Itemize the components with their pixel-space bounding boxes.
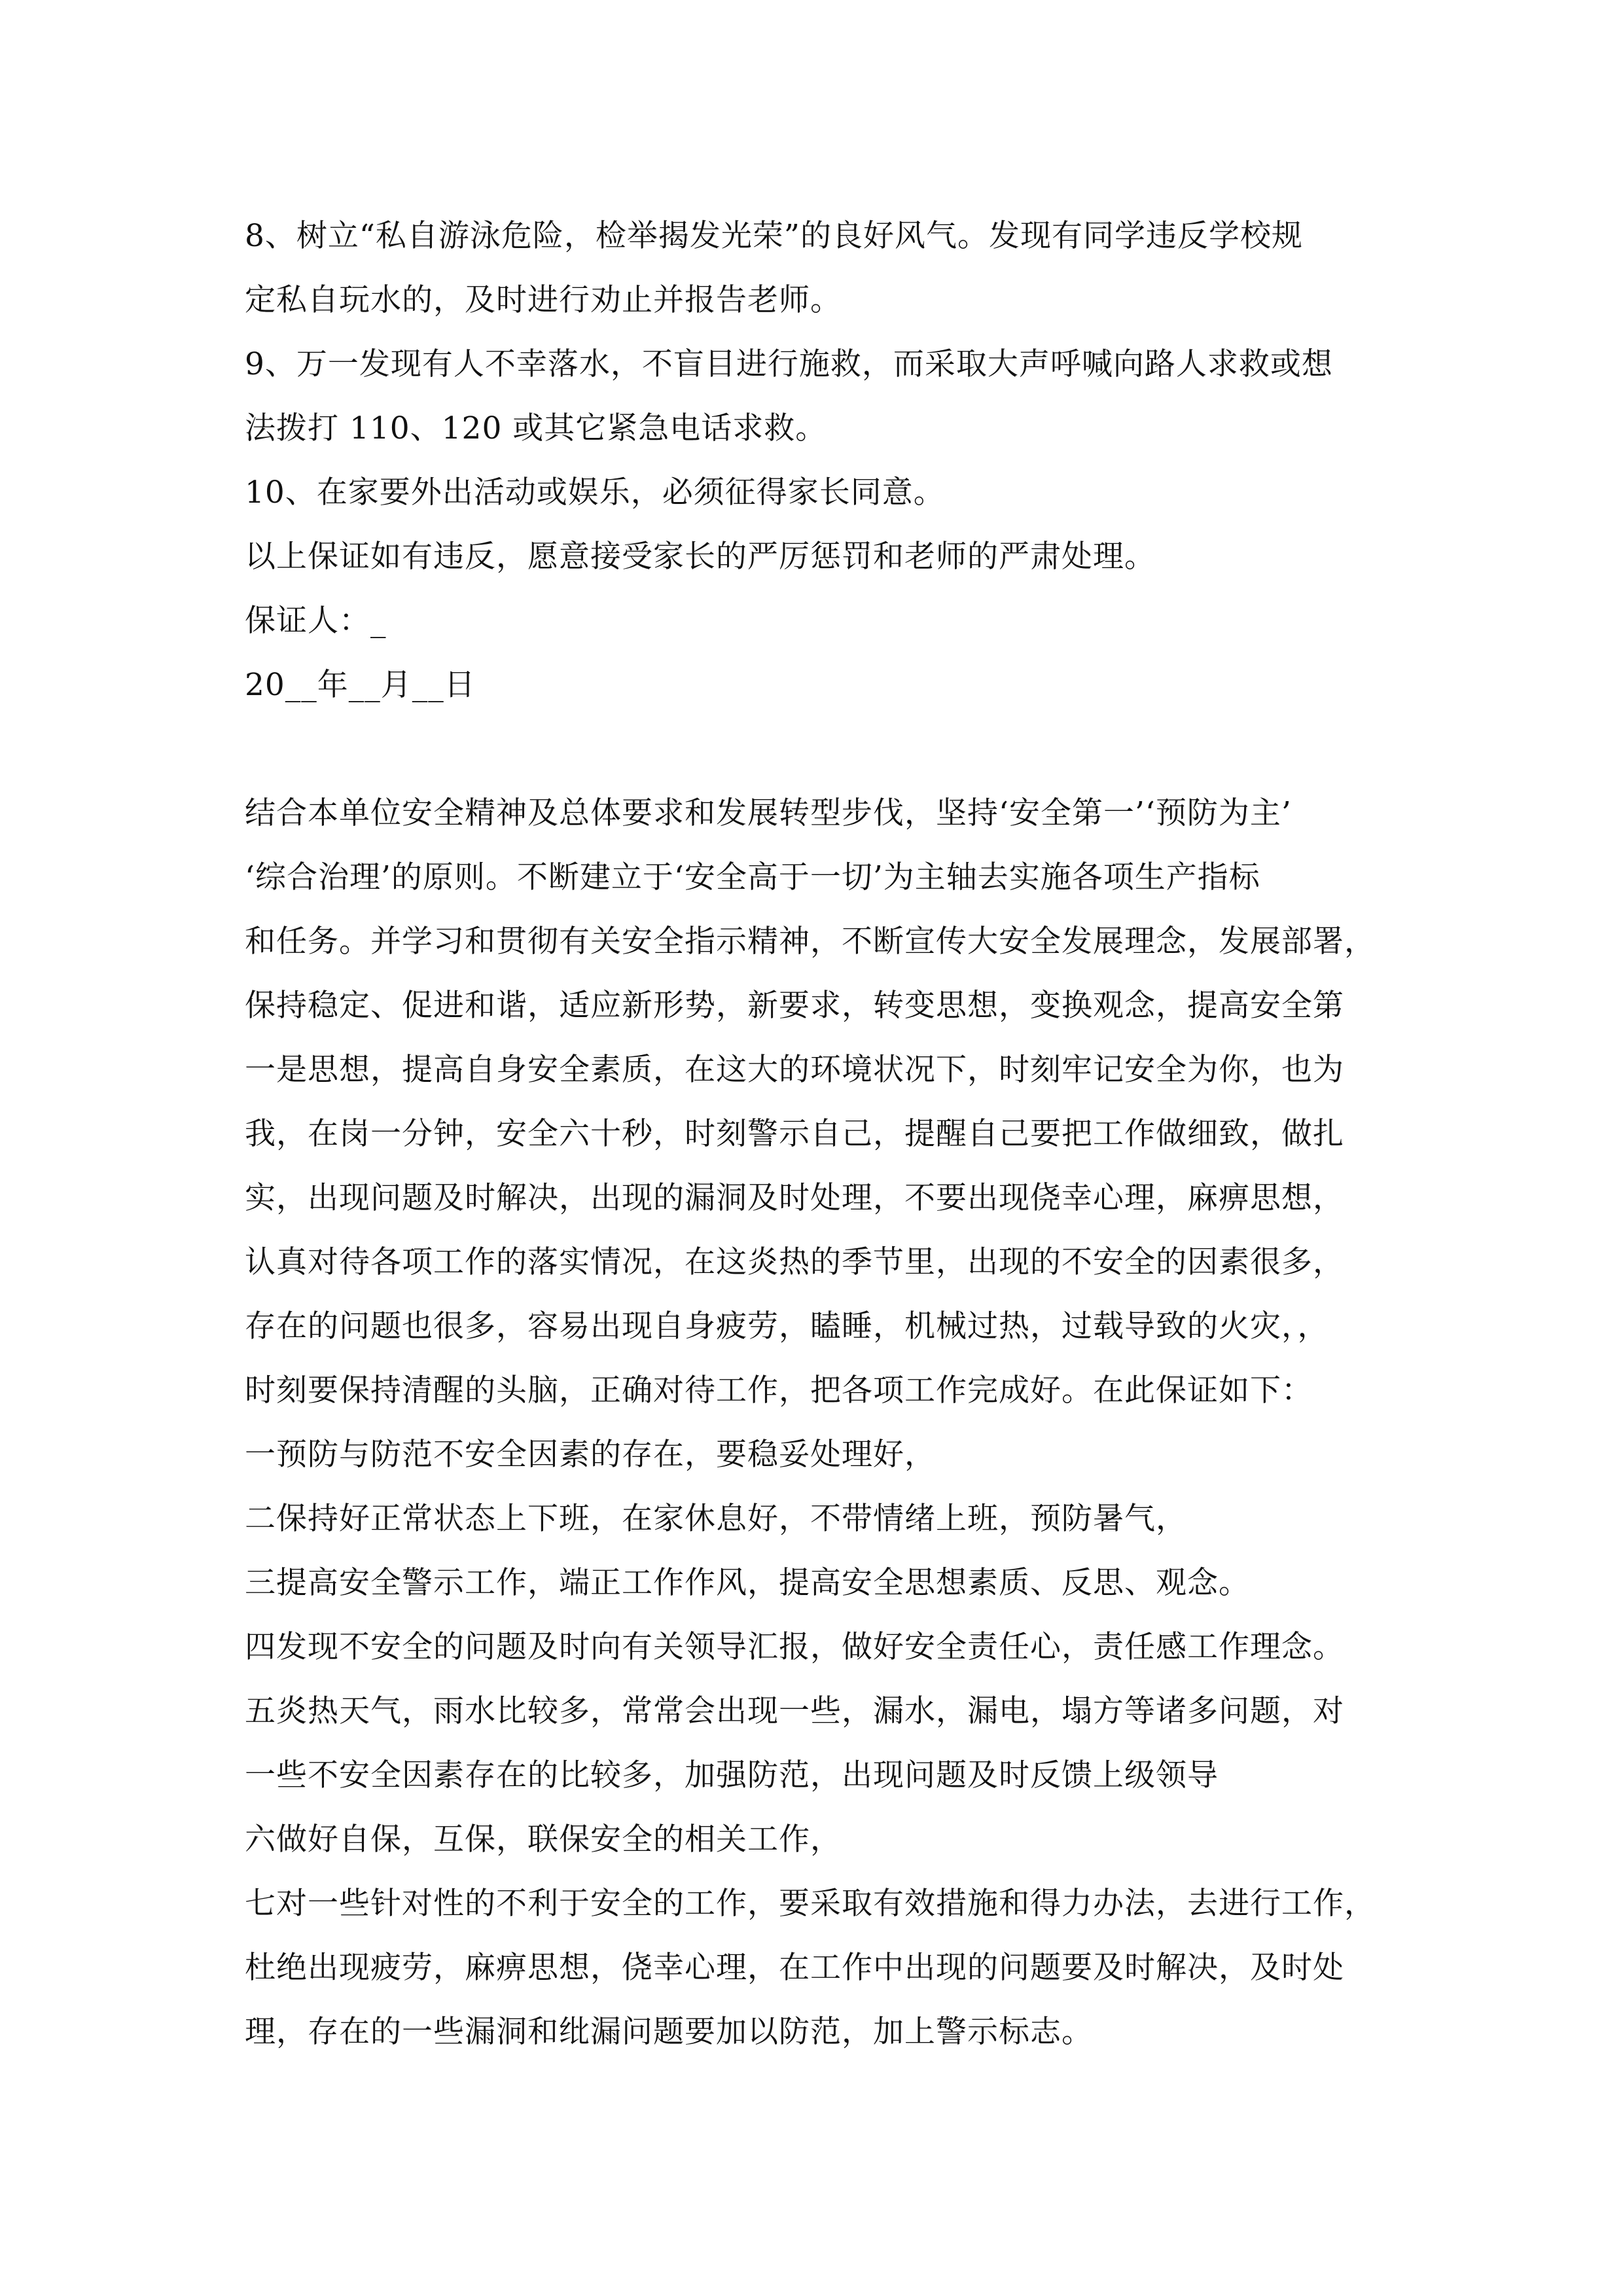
safety-pledge-section — [245, 781, 1383, 2064]
date-line: 20__年__月__日 — [245, 667, 476, 703]
text-line: 法拨打 110、120 或其它紧急电话求救。 — [245, 410, 827, 446]
text-line: 定私自玩水的，及时进行劝止并报告老师。 — [245, 282, 842, 318]
list-item: 一预防与防范不安全因素的存在，要稳妥处理好， — [245, 1437, 936, 1473]
list-item: 一些不安全因素存在的比较多，加强防范，出现问题及时反馈上级领导 — [245, 1757, 1219, 1793]
guarantor-line: 保证人：_ — [245, 603, 387, 639]
text-line: 认真对待各项工作的落实情况，在这炎热的季节里，出现的不安全的因素很多， — [245, 1244, 1344, 1280]
document-body — [245, 204, 1383, 2064]
text-line: 一是思想，提高自身安全素质，在这大的环境状况下，时刻牢记安全为你，也为 — [245, 1052, 1344, 1088]
list-item: 理，存在的一些漏洞和纰漏问题要加以防范，加上警示标志。 — [245, 2014, 1093, 2050]
list-item: 杜绝出现疲劳，麻痹思想，侥幸心理，在工作中出现的问题要及时解决，及时处 — [245, 1950, 1344, 1986]
list-item: 三提高安全警示工作，端正工作作风，提高安全思想素质、反思、观念。 — [245, 1565, 1250, 1601]
text-line: 以上保证如有违反，愿意接受家长的严厉惩罚和老师的严肃处理。 — [245, 539, 1156, 575]
text-line: 我，在岗一分钟，安全六十秒，时刻警示自己，提醒自己要把工作做细致，做扎 — [245, 1116, 1344, 1152]
list-item: 七对一些针对性的不利于安全的工作，要采取有效措施和得力办法，去进行工作， — [245, 1886, 1376, 1922]
list-item: 六做好自保，互保，联保安全的相关工作， — [245, 1821, 842, 1857]
text-line: 存在的问题也很多，容易出现自身疲劳，瞌睡，机械过热，过载导致的火灾，， — [245, 1308, 1329, 1344]
pledge-section — [245, 204, 1383, 717]
list-item: 四发现不安全的问题及时向有关领导汇报，做好安全责任心，责任感工作理念。 — [245, 1629, 1344, 1665]
text-line: 保持稳定、促进和谐，适应新形势，新要求，转变思想，变换观念，提高安全第 — [245, 988, 1344, 1024]
text-line: 9、万一发现有人不幸落水，不盲目进行施救，而采取大声呼喊向路人求救或想 — [245, 346, 1333, 382]
text-line: 10、在家要外出活动或娱乐，必须征得家长同意。 — [245, 475, 945, 511]
list-item: 五炎热天气，雨水比较多，常常会出现一些，漏水，漏电，塌方等诸多问题，对 — [245, 1693, 1344, 1729]
section-divider — [245, 717, 1383, 781]
text-line: 和任务。并学习和贯彻有关安全指示精神，不断宣传大安全发展理念，发展部署， — [245, 924, 1376, 960]
text-line: 时刻要保持清醒的头脑，正确对待工作，把各项工作完成好。在此保证如下： — [245, 1372, 1313, 1408]
text-line: 8、树立“私自游泳危险，检举揭发光荣”的良好风气。发现有同学违反学校规 — [245, 218, 1303, 254]
text-line: 结合本单位安全精神及总体要求和发展转型步伐，坚持‘安全第一’‘预防为主’ — [245, 795, 1292, 831]
list-item: 二保持好正常状态上下班，在家休息好，不带情绪上班，预防暑气， — [245, 1501, 1187, 1537]
text-line: ‘综合治理’的原则。不断建立于‘安全高于一切’为主轴去实施各项生产指标 — [245, 859, 1260, 895]
text-line: 实，出现问题及时解决，出现的漏洞及时处理，不要出现侥幸心理，麻痹思想， — [245, 1180, 1344, 1216]
